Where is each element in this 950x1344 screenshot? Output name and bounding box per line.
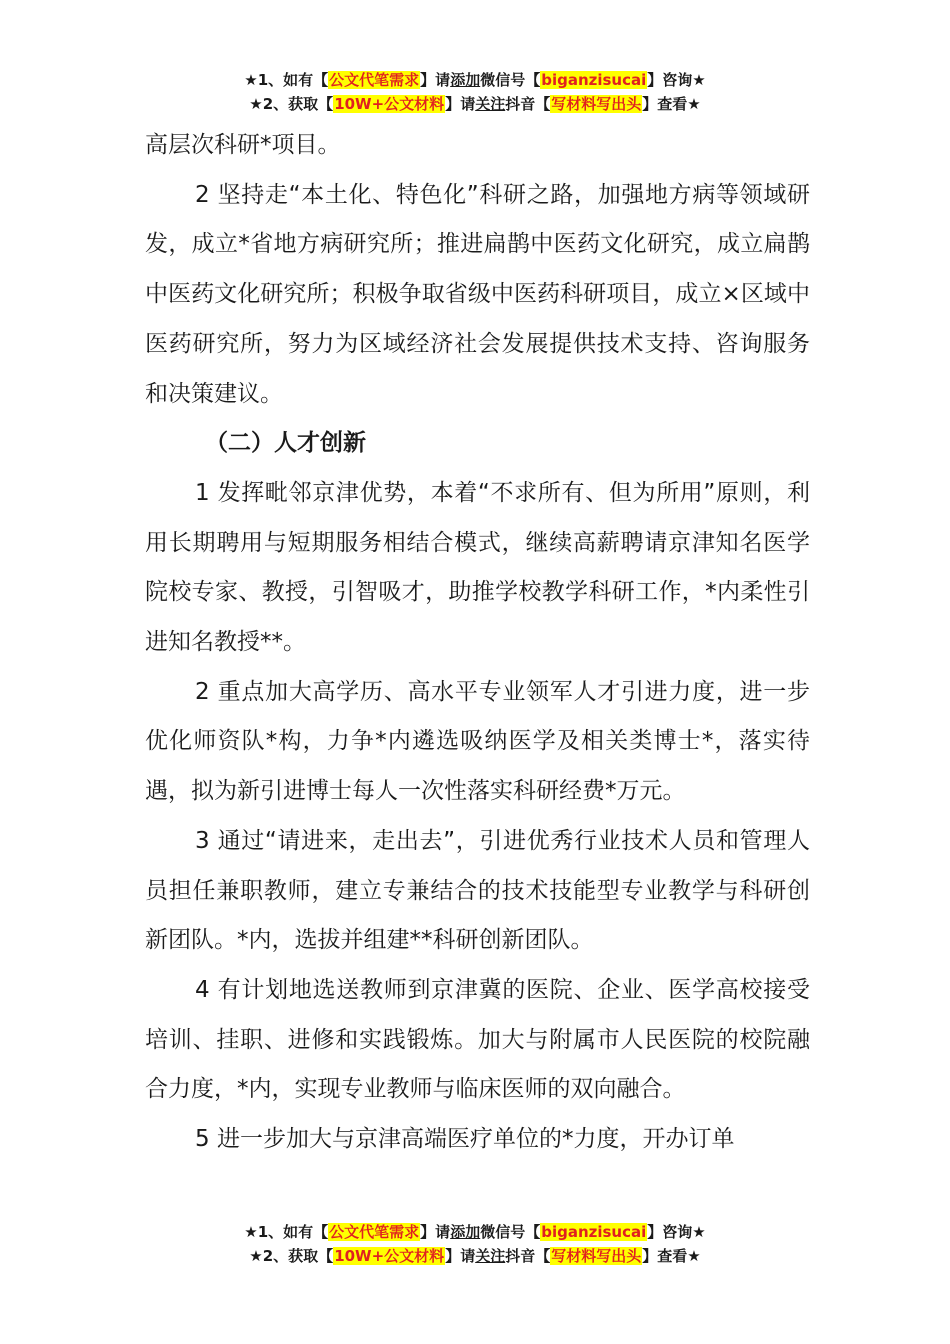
banner-text: 】咨询★	[647, 71, 706, 89]
banner-underline: 添加	[450, 71, 481, 89]
banner-highlight: 10W+公文材料	[334, 95, 445, 113]
banner-text: 微信号【	[480, 71, 541, 89]
banner-text: 抖音【	[505, 1247, 551, 1265]
banner-text: ★1、如有【	[244, 71, 329, 89]
paragraph: 2 坚持走“本土化、特色化”科研之路，加强地方病等领域研发，成立*省地方病研究所；推进扁鹊中医药文化研究，成立扁鹊中医药文化研究所；积极争取省级中医药科研项目，成立×区域中医药研究所，努力为区域经济社会发展提供技术支持、咨询服务和决策建议。	[145, 181, 810, 407]
header-banner	[0, 68, 950, 116]
banner-underline: 关注	[475, 1247, 506, 1265]
section-heading: （二）人才创新	[205, 430, 366, 457]
banner-line-1	[0, 1220, 950, 1244]
banner-underline: 添加	[450, 1223, 481, 1241]
banner-line-2	[0, 92, 950, 116]
banner-underline: 关注	[475, 95, 506, 113]
banner-text: ★2、获取【	[249, 1247, 334, 1265]
paragraph: 1 发挥毗邻京津优势，本着“不求所有、但为所用”原则，利用长期聘用与短期服务相结合模式，继续高薪聘请京津知名医学院校专家、教授，引智吸才，助推学校教学科研工作，*内柔性引进知名教授**。	[145, 479, 810, 656]
paragraph: 3 通过“请进来，走出去”，引进优秀行业技术人员和管理人员担任兼职教师，建立专兼结合的技术技能型专业教学与科研创新团队。*内，选拔并组建**科研创新团队。	[145, 827, 810, 954]
banner-highlight: 写材料写出头	[551, 1247, 642, 1265]
banner-line-2	[0, 1244, 950, 1268]
banner-text: 】请	[445, 95, 476, 113]
banner-text: 抖音【	[505, 95, 551, 113]
paragraph: 5 进一步加大与京津高端医疗单位的*力度，开办订单	[195, 1126, 735, 1153]
banner-highlight: biganzisucai	[541, 71, 647, 89]
banner-line-1	[0, 68, 950, 92]
banner-text: 】请	[420, 71, 451, 89]
banner-highlight: 写材料写出头	[551, 95, 642, 113]
banner-text: 】请	[420, 1223, 451, 1241]
banner-text: 】请	[445, 1247, 476, 1265]
banner-highlight: 10W+公文材料	[334, 1247, 445, 1265]
paragraph: 4 有计划地选送教师到京津冀的医院、企业、医学高校接受培训、挂职、进修和实践锻炼。加大与附属市人民医院的校院融合力度，*内，实现专业教师与临床医师的双向融合。	[145, 976, 810, 1103]
footer-banner	[0, 1220, 950, 1268]
banner-text: 微信号【	[480, 1223, 541, 1241]
document-body	[145, 121, 810, 1165]
banner-text: ★1、如有【	[244, 1223, 329, 1241]
paragraph: 2 重点加大高学历、高水平专业领军人才引进力度，进一步优化师资队*构，力争*内遴选吸纳医学及相关类博士*，落实待遇，拟为新引进博士每人一次性落实科研经费*万元。	[145, 678, 810, 805]
banner-text: ★2、获取【	[249, 95, 334, 113]
banner-highlight: biganzisucai	[541, 1223, 647, 1241]
banner-text: 】查看★	[642, 95, 701, 113]
banner-text: 】咨询★	[647, 1223, 706, 1241]
banner-text: 】查看★	[642, 1247, 701, 1265]
banner-highlight: 公文代笔需求	[329, 71, 420, 89]
banner-highlight: 公文代笔需求	[329, 1223, 420, 1241]
paragraph: 高层次科研*项目。	[145, 132, 341, 158]
